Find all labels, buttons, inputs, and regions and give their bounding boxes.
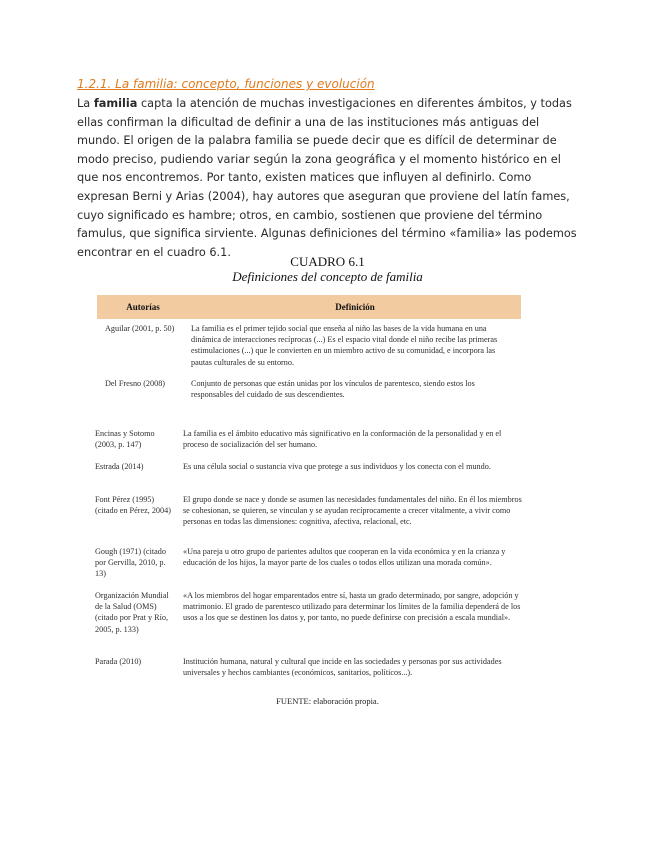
row-definition: La familia es el primer tejido social que enseña al niño las bases de la vida humana en una dinámica de interacciones recíprocas (...) Es el espacio vital donde el niño recibe las primeras estimulaciones (...) que le convierten en un miembro activo de su comunidad, e incorpora las pautas culturales de su entorno.: [191, 324, 498, 367]
header-definition: Definición: [335, 302, 375, 312]
row-definition: Conjunto de personas que están unidas por los vínculos de parentesco, siendo estos los responsables del cuidado de sus descendientes.: [191, 379, 475, 400]
figure-source: FUENTE: elaboración propia.: [276, 696, 379, 706]
section-heading[interactable]: 1.2.1. La familia: concepto, funciones y evolución: [77, 77, 375, 91]
para-bold-term: familia: [93, 97, 138, 110]
row-definition: Es una célula social o sustancia viva que protege a sus individuos y los conecta con el mundo.: [183, 462, 491, 471]
row-author: Font Pérez (1995) (citado en Pérez, 2004): [95, 495, 171, 516]
figure-subtitle: Definiciones del concepto de familia: [232, 269, 423, 284]
row-author: Aguilar (2001, p. 50): [105, 324, 175, 333]
row-definition: Institución humana, natural y cultural que incide en las sociedades y personas por sus actividades universales y hechos cambiantes (económicos, sanitarios, políticos...).: [183, 657, 502, 678]
para-text-rest: capta la atención de muchas investigaciones en diferentes ámbitos, y todas ellas confirman la dificultad de definir a una de las instituciones más antiguas del mundo. El origen de la palabra familia se puede decir que es difícil de determinar de modo preciso, pudiendo variar según la zona geográfica y el momento histórico en el que nos encontremos. Por tanto, existen matices que influyen al definirlo. Como expresan Berni y Arias (2004), hay autores que aseguran que proviene del latín fames, cuyo significado es hambre; otros, en cambio, sostienen que proviene del término famulus, que significa sirviente. Algunas definiciones del término «familia» las podemos encontrar en el cuadro 6.1.: [77, 97, 577, 259]
row-definition: La familia es el ámbito educativo más significativo en la conformación de la personalidad y en el proceso de socialización del ser humano.: [183, 429, 502, 450]
row-author: Organización Mundial de la Salud (OMS) (citado por Prat y Río, 2005, p. 133): [95, 591, 169, 634]
figure-title: CUADRO 6.1: [290, 254, 365, 269]
header-authors: Autorías: [126, 302, 160, 312]
row-author: Del Fresno (2008): [105, 379, 166, 388]
body-paragraph: [77, 95, 577, 262]
row-author: Encinas y Sotomo (2003, p. 147): [95, 429, 155, 450]
row-definition: «A los miembros del hogar emparentados entre sí, hasta un grado determinado, por sangre, adopción y matrimonio. El grado de parentesco utilizado para determinar los límites de la familia dependerá de los usos a los que se destinen los datos y, por tanto, no puede definirse con precisión a escala mundial».: [183, 591, 521, 623]
row-author: Estrada (2014): [95, 462, 144, 471]
para-text-start: La: [77, 97, 94, 110]
row-definition: «Una pareja u otro grupo de parientes adultos que cooperan en la vida económica y en la crianza y educación de los hijos, la mayor parte de los cuales o todos ellos utilizan una morada común».: [183, 547, 506, 568]
row-author: Gough (1971) (citado por Gervilla, 2010, p. 13): [95, 547, 166, 579]
row-definition: El grupo donde se nace y donde se asumen las necesidades fundamentales del niño. En él los miembros se cohesionan, se quieren, se vinculan y se ayudan recíprocamente a crecer vitalmente, a vivir como personas en todas las dimensiones: cognitiva, afectiva, relacional, etc.: [183, 495, 522, 527]
table-header: [97, 295, 521, 319]
row-author: Parada (2010): [95, 657, 142, 666]
